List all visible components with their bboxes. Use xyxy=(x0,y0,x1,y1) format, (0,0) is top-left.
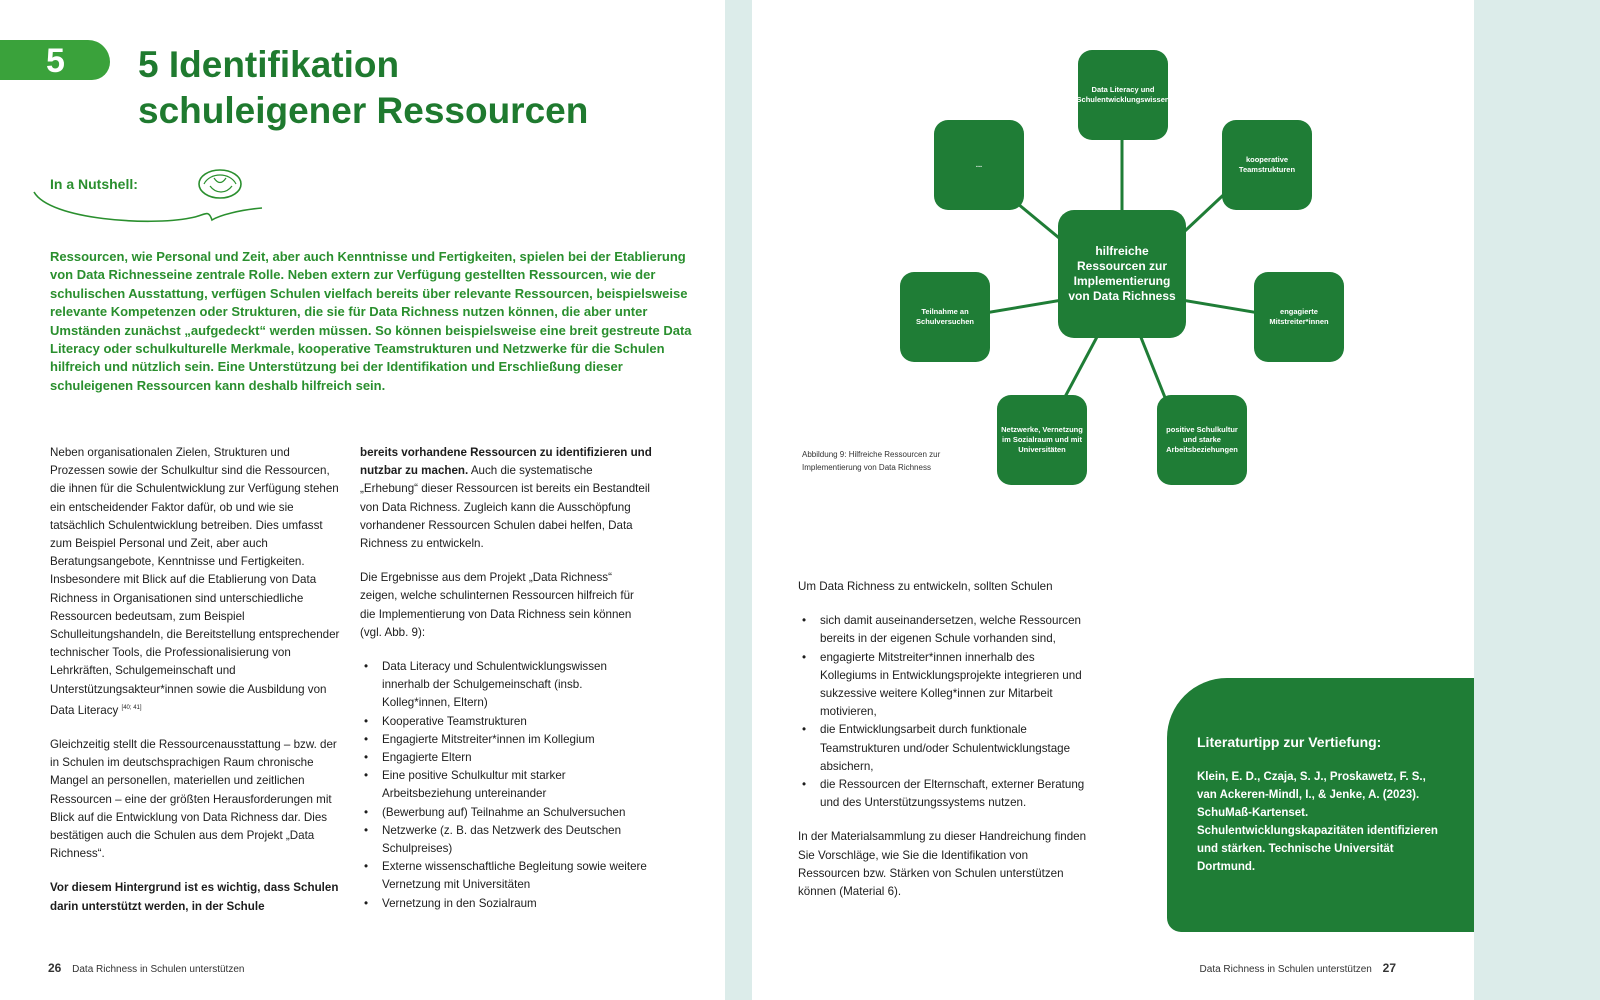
reference: [40; 41] xyxy=(121,704,142,711)
nutshell-label: In a Nutshell: xyxy=(50,176,138,192)
walnut-icon xyxy=(199,170,241,198)
list-item: • (Bewerbung auf) Teilnahme an Schulversuchen xyxy=(360,804,652,822)
paragraph: Neben organisationalen Zielen, Strukturen und Prozessen sowie der Schulkultur sind die Ressourcen, die ihnen für die Schulentwicklung zur Verfügung stehen ein entscheidender Faktor dafür, ob und wie sie tatsächlich Schulentwicklung betreiben. Dies umfasst zum Beispiel Personal und Zeit, aber auch Beratungsangebote, Kenntnisse und Fertigkeiten. Insbesondere mit Blick auf die Etablierung von Data Richness in Organisationen sind unterschiedliche Ressourcen bedeutsam, zum Beispiel Schulleitungshandeln, die Bereitstellung entsprechender technischer Tools, die Professionalisierung von Lehrkräften, Schulgemeinschaft und Unterstützungsakteur*innen sowie die Ausbildung von Data Literacy [40; 41] xyxy=(50,446,340,717)
middle-column xyxy=(360,444,652,913)
left-column xyxy=(50,444,340,932)
diagram-node-schulversuche: Teilnahme an Schulversuchen xyxy=(900,272,990,362)
page-number: 26 xyxy=(48,961,62,975)
paragraph: bereits vorhandene Ressourcen zu identifizieren und nutzbar zu machen. Auch die systematische „Erhebung“ dieser Ressourcen ist bereits ein Bestandteil von Data Richness. Zugleich kann die Ausschöpfung vorhandener Ressourcen Schulen dabei helfen, Data Richness zu entwickeln. xyxy=(360,446,652,551)
list-item: • die Ressourcen der Elternschaft, externer Beratung und des Unterstützungssystems nutzen. xyxy=(798,776,1088,812)
chapter-title xyxy=(138,42,698,134)
footer-text: Data Richness in Schulen unterstützen xyxy=(72,964,245,975)
list-item: • Netzwerke (z. B. das Netzwerk des Deutschen Schulpreises) xyxy=(360,822,652,858)
page-number: 27 xyxy=(1382,961,1396,975)
footer-text: Data Richness in Schulen unterstützen xyxy=(1199,964,1372,975)
figure-caption: Abbildung 9: Hilfreiche Ressourcen zur Implementierung von Data Richness xyxy=(802,450,941,472)
tip-title: Literaturtipp zur Vertiefung: xyxy=(1197,734,1382,750)
list-item: • Vernetzung in den Sozialraum xyxy=(360,895,652,913)
chapter-number: 5 xyxy=(46,42,65,80)
diagram-node-teamstrukturen: kooperative Teamstrukturen xyxy=(1222,120,1312,210)
list-item: • Engagierte Mitstreiter*innen im Kollegium xyxy=(360,731,652,749)
diagram-node-data-literacy: Data Literacy und Schulentwicklungswissen xyxy=(1078,50,1168,140)
paragraph: Die Ergebnisse aus dem Projekt „Data Richness“ zeigen, welche schulinternen Ressourcen hilfreich für die Implementierung von Data Richness sein können (vgl. Abb. 9): xyxy=(360,571,634,639)
paragraph: Vor diesem Hintergrund ist es wichtig, dass Schulen darin unterstützt werden, in der Schule xyxy=(50,881,339,913)
right-column xyxy=(798,578,1088,917)
list-item: • Data Literacy und Schulentwicklungswissen innerhalb der Schulgemeinschaft (insb. Kolleg*innen, Eltern) xyxy=(360,658,652,713)
list-item: • Kooperative Teamstrukturen xyxy=(360,713,652,731)
chapter-title-line2: schuleigener Ressourcen xyxy=(138,90,589,131)
recommendation-list xyxy=(798,612,1088,812)
literature-tip-box xyxy=(1167,678,1474,932)
resource-list xyxy=(360,658,652,913)
list-item: • Eine positive Schulkultur mit starker Arbeitsbeziehung untereinander xyxy=(360,767,652,803)
nutshell-illustration xyxy=(30,160,280,230)
list-item: • Engagierte Eltern xyxy=(360,749,652,767)
diagram-node-more: ... xyxy=(934,120,1024,210)
nutshell-text: Ressourcen, wie Personal und Zeit, aber auch Kenntnisse und Fertigkeiten, spielen bei der Etablierung von Data Richnesseine zentrale Rolle. Neben extern zur Verfügung gestellten Ressourcen, wie der schulischen Ausstattung, verfügen Schulen vielfach bereits über relevante Ressourcen, beispielsweise relevante Kompetenzen oder Strukturen, die sie für Data Richness nutzen können, die aber unter Umständen zunächst „aufgedeckt“ werden müssen. So können beispielsweise eine breit gestreute Data Literacy oder schulkulturelle Merkmale, kooperative Teamstrukturen und Netzwerke für die Schulen hilfreich und nützlich sein. Eine Unterstützung bei der Identifikation und Erschließung dieser schuleigenen Ressourcen kann deshalb hilfreich sein. xyxy=(50,249,692,393)
list-item: • engagierte Mitstreiter*innen innerhalb des Kollegiums in Entwicklungsprojekte integrieren und sukzessive weitere Kolleg*innen zur Mitarbeit motivieren, xyxy=(798,649,1088,722)
paragraph: Um Data Richness zu entwickeln, sollten Schulen xyxy=(798,580,1053,593)
list-item: • die Entwicklungsarbeit durch funktionale Teamstrukturen und/oder Schulentwicklungstage absichern, xyxy=(798,721,1088,776)
diagram-node-mitstreiter: engagierte Mitstreiter*innen xyxy=(1254,272,1344,362)
paragraph: In der Materialsammlung zu dieser Handreichung finden Sie Vorschläge, wie Sie die Identifikation von Ressourcen bzw. Stärken von Schulen unterstützen können (Material 6). xyxy=(798,830,1087,899)
list-item: • sich damit auseinandersetzen, welche Ressourcen bereits in der eigenen Schule vorhanden sind, xyxy=(798,612,1088,648)
footer-right xyxy=(1200,961,1404,975)
diagram-node-netzwerke: Netzwerke, Vernetzung im Sozialraum und mit Universitäten xyxy=(997,395,1087,485)
list-item: • Externe wissenschaftliche Begleitung sowie weitere Vernetzung mit Universitäten xyxy=(360,858,652,894)
right-page xyxy=(752,0,1474,1000)
diagram-center-node: hilfreiche Ressourcen zur Implementierung von Data Richness xyxy=(1058,210,1186,338)
tip-text: Klein, E. D., Czaja, S. J., Proskawetz, F. S., van Ackeren-Mindl, I., & Jenke, A. (2023). SchuMaß-Kartenset. Schulentwicklungskapazitäten identifizieren und stärken. Technische Universität Dortmund. xyxy=(1197,771,1438,873)
chapter-badge xyxy=(0,40,110,80)
diagram-node-schulkultur: positive Schulkultur und starke Arbeitsbeziehungen xyxy=(1157,395,1247,485)
left-page xyxy=(0,0,725,1000)
footer-left xyxy=(48,961,244,975)
chapter-title-line1: 5 Identifikation xyxy=(138,44,400,85)
paragraph: Gleichzeitig stellt die Ressourcenausstattung – bzw. der in Schulen im deutschsprachigen Raum chronische Mangel an personellen, materiellen und zeitlichen Ressourcen – eine der größten Herausforderungen mit Blick auf die Entwicklung von Data Richness dar. Dies bestätigen auch die Schulen aus dem Projekt „Data Richness“. xyxy=(50,737,337,861)
